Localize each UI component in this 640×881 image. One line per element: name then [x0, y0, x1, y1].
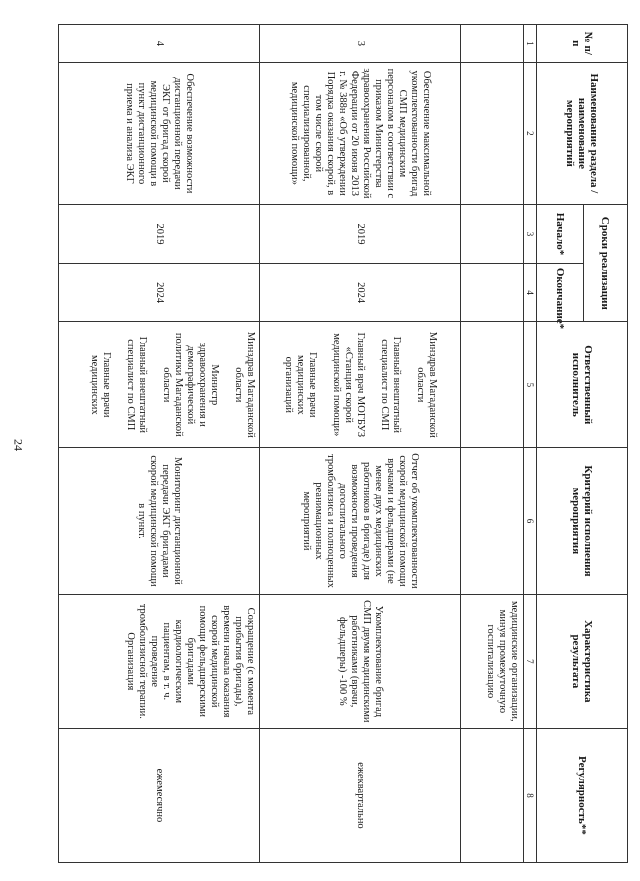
header-row-1: [583, 25, 627, 863]
start-year: 2019: [260, 205, 461, 264]
end-year: 2024: [260, 263, 461, 322]
column-number-row: [523, 25, 536, 863]
responsible-line: Главный внештатный специалист по СМП: [125, 336, 149, 433]
column-number: 2: [523, 62, 536, 204]
responsible-line: Главный врач МОГБУЗ «Станция скорой медицинской помощи»: [331, 332, 367, 438]
criterion-cell: Отчет об укомплектованности скорой медицинской помощи врачами и фельдшерами (не менее двух медицинских работников в бригаде) для возможности проведения догоспитального тромболизиса и полноценных реанимационных мероприятий: [260, 448, 461, 595]
result-cell: медицинские организации, минуя промежуточную госпитализацию: [461, 594, 524, 728]
measures-table-rotated: [58, 24, 628, 863]
table-container: [58, 24, 628, 863]
responsible-cell: [260, 322, 461, 448]
header-start: Начало*: [537, 205, 583, 264]
result-cell: Сокращение (с момента прибытия бригады), времени начала оказания скорой медицинской помощи фельдшерскими бригадами кардиологическим пациентам, в т. ч. проведение тромболизисной терапии. Организация: [59, 594, 260, 728]
responsible-line: Главный внештатный специалист по СМП: [379, 336, 403, 433]
header-terms: Сроки реализации: [583, 205, 627, 322]
criterion-cell: Мониторинг дистанционной передачи ЭКГ бригадами скорой медицинской помощи в пункт.: [59, 448, 260, 595]
column-number: 6: [523, 448, 536, 595]
header-end: Окончание*: [537, 263, 583, 322]
column-number: 7: [523, 594, 536, 728]
responsible-line: Минздрав Магаданской области: [233, 331, 257, 438]
responsible-cell: [59, 322, 260, 448]
responsible-line: Минздрав Магаданской области: [415, 331, 439, 438]
header-responsible: Ответственный исполнитель: [537, 322, 628, 448]
header-criterion: Критерий исполнения мероприятия: [537, 448, 628, 595]
regularity-cell: ежемесячно: [59, 728, 260, 862]
column-number: 8: [523, 728, 536, 862]
column-number: 3: [523, 205, 536, 264]
column-number: 4: [523, 263, 536, 322]
table-row: [59, 25, 260, 863]
row-number: 3: [260, 25, 461, 63]
result-cell: Укомплектование бригад СМП двумя медицинскими работниками (врачи, фельдшеры) -100 %: [260, 594, 461, 728]
responsible-line: Министр здравоохранения и демографической политики Магаданской области: [161, 332, 221, 437]
responsible-line: Главные врачи медицинских организаций: [283, 352, 319, 418]
table-row: [260, 25, 461, 863]
end-year: 2024: [59, 263, 260, 322]
row-number: 4: [59, 25, 260, 63]
measure-name: Обеспечение максимальной укомплектованности бригад СМП медицинским персоналом в соответствии с приказом Министерства здравоохранения Российской Федерации от 20 июня 2013 г. № 388н «Об утверждении Порядка оказания скорой, в том числе скорой специализированной, медицинской помощи»: [260, 62, 461, 204]
start-year: 2019: [59, 205, 260, 264]
column-number: 1: [523, 25, 536, 63]
measures-table: [58, 24, 628, 863]
measure-name: Обеспечение возможности дистанционной передачи ЭКГ от бригад скорой медицинской помощи в пункт дистанционного приема и анализа ЭКГ: [59, 62, 260, 204]
header-result: Характеристика результата: [537, 594, 628, 728]
header-num: № п/п: [537, 25, 628, 63]
regularity-cell: ежеквартально: [260, 728, 461, 862]
header-regularity: Регулярность**: [537, 728, 628, 862]
header-name: Наименование раздела /наименование мероприятий: [537, 62, 628, 204]
column-number: 5: [523, 322, 536, 448]
page-number: 24: [11, 439, 26, 451]
table-row-continued: [461, 25, 524, 863]
responsible-line: Главные врачи медицинских: [89, 352, 113, 418]
